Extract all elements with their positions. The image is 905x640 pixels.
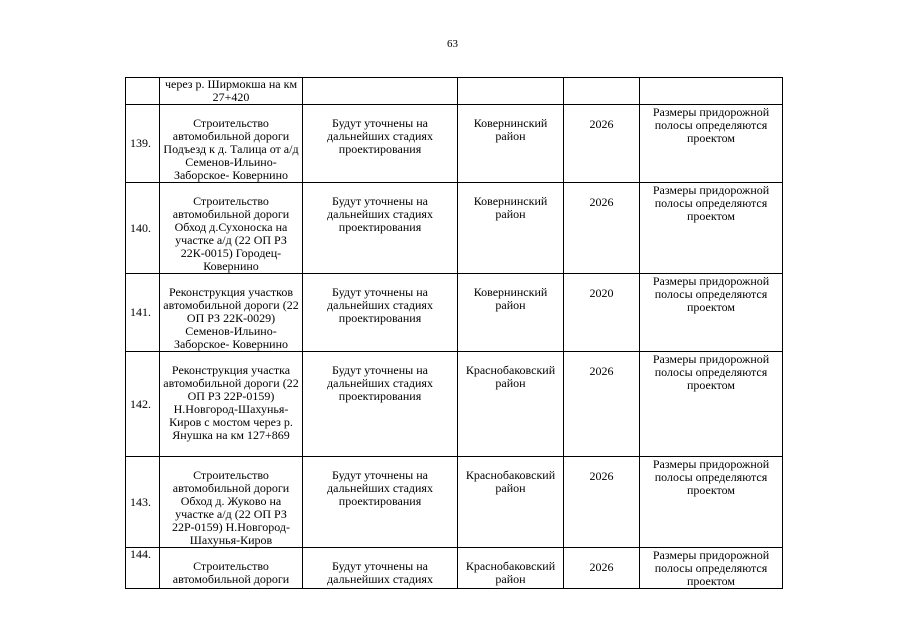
region-cell: Краснобаковский район [458, 457, 564, 548]
table-row [126, 183, 783, 274]
region-cell: Ковернинский район [458, 274, 564, 352]
stage-cell: Будут уточнены на дальнейших стадиях проектирования [303, 105, 458, 183]
road-projects-table [125, 77, 783, 589]
table-row [126, 548, 783, 589]
note-cell: Размеры придорожной полосы определяются проектом [640, 352, 783, 457]
region-cell: Краснобаковский район [458, 548, 564, 589]
year-cell: 2026 [564, 183, 640, 274]
project-name-cell: Строительство автомобильной дороги Обход д.Сухоноска на участке а/д (22 ОП РЗ 22К-0015) Городец-Ковернино [160, 183, 303, 274]
project-name-cell: через р. Ширмокша на км 27+420 [160, 78, 303, 105]
note-cell: Размеры придорожной полосы определяются проектом [640, 274, 783, 352]
page-number: 63 [447, 38, 458, 50]
region-cell [458, 78, 564, 105]
year-cell: 2026 [564, 548, 640, 589]
year-cell [564, 78, 640, 105]
table-row [126, 274, 783, 352]
stage-cell: Будут уточнены на дальнейших стадиях проектирования [303, 352, 458, 457]
region-cell: Ковернинский район [458, 183, 564, 274]
year-cell: 2026 [564, 105, 640, 183]
row-number-cell: 143. [126, 457, 160, 548]
row-number-cell: 139. [126, 105, 160, 183]
row-number-cell: 142. [126, 352, 160, 457]
row-number-cell: 141. [126, 274, 160, 352]
row-number-cell: 144. [126, 548, 160, 589]
note-cell: Размеры придорожной полосы определяются проектом [640, 183, 783, 274]
project-name-cell: Реконструкция участка автомобильной дороги (22 ОП РЗ 22Р-0159) Н.Новгород-Шахунья-Киров с мостом через р. Янушка на км 127+869 [160, 352, 303, 457]
note-cell: Размеры придорожной полосы определяются проектом [640, 105, 783, 183]
note-cell: Размеры придорожной полосы определяются проектом [640, 457, 783, 548]
table-row [126, 457, 783, 548]
stage-cell: Будут уточнены на дальнейших стадиях проектирования [303, 183, 458, 274]
year-cell: 2020 [564, 274, 640, 352]
row-number-cell: 140. [126, 183, 160, 274]
note-cell: Размеры придорожной полосы определяются проектом [640, 548, 783, 589]
table-row [126, 352, 783, 457]
region-cell: Ковернинский район [458, 105, 564, 183]
stage-cell: Будут уточнены на дальнейших стадиях проектирования [303, 457, 458, 548]
table-row [126, 105, 783, 183]
project-name-cell: Строительство автомобильной дороги Обход д. Жуково на участке а/д (22 ОП РЗ 22Р-0159) Н.Новгород-Шахунья-Киров [160, 457, 303, 548]
project-name-cell: Строительство автомобильной дороги Подъезд к д. Талица от а/д Семенов-Ильино-Заборское- Ковернино [160, 105, 303, 183]
table-row-continuation [126, 78, 783, 105]
note-cell [640, 78, 783, 105]
stage-cell: Будут уточнены на дальнейших стадиях проектирования [303, 274, 458, 352]
stage-cell [303, 78, 458, 105]
project-name-cell: Реконструкция участков автомобильной дороги (22 ОП РЗ 22К-0029) Семенов-Ильино-Заборское- Ковернино [160, 274, 303, 352]
project-name-cell: Строительство автомобильной дороги [160, 548, 303, 589]
region-cell: Краснобаковский район [458, 352, 564, 457]
year-cell: 2026 [564, 457, 640, 548]
stage-cell: Будут уточнены на дальнейших стадиях [303, 548, 458, 589]
row-number-cell [126, 78, 160, 105]
year-cell: 2026 [564, 352, 640, 457]
